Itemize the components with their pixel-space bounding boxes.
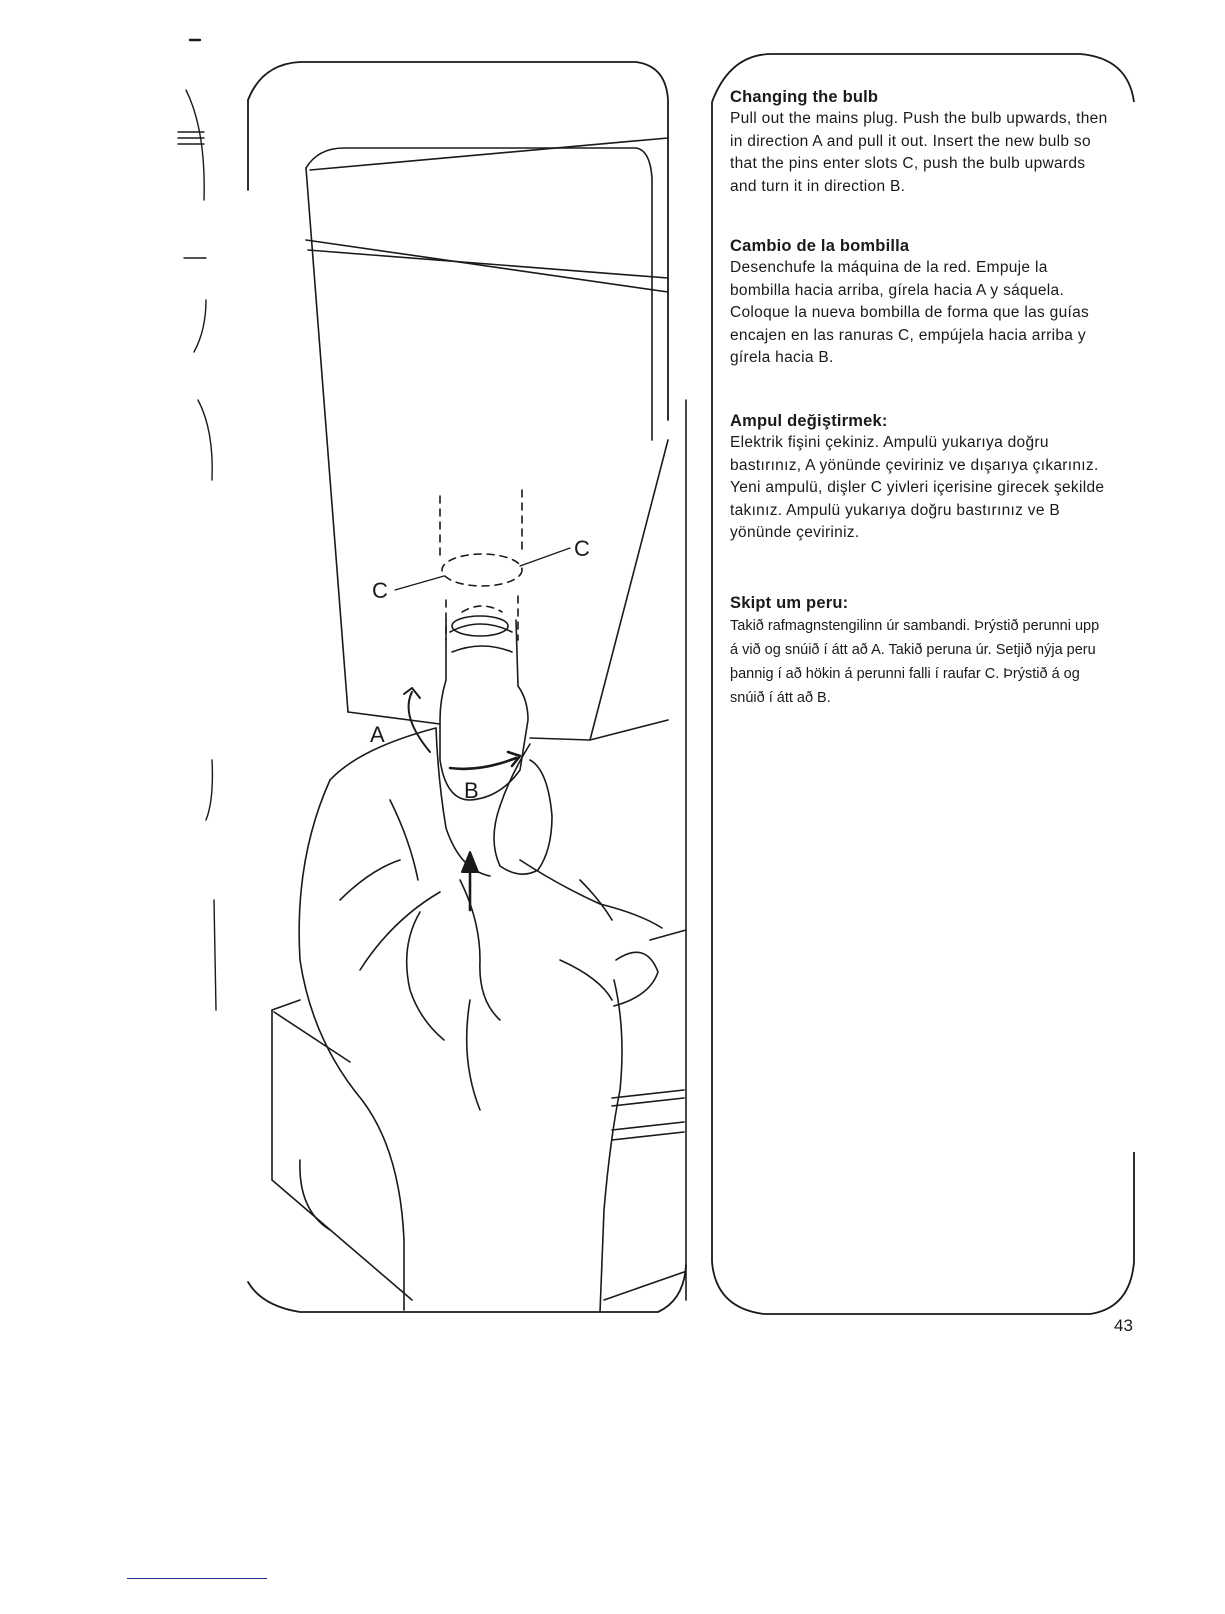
- section-title: Changing the bulb: [730, 88, 879, 106]
- illustration-frame: [248, 62, 686, 1312]
- leader-lines: [395, 548, 570, 590]
- hand: [299, 728, 662, 1312]
- section-spanish: [730, 235, 1110, 370]
- machine-head: [306, 138, 668, 740]
- section-title: Skipt um peru:: [730, 594, 849, 612]
- page-number: 43: [1114, 1316, 1133, 1335]
- section-turkish: [730, 410, 1110, 545]
- bottom-rule: [127, 1578, 267, 1579]
- section-icelandic: [730, 592, 1110, 710]
- section-body: Desenchufe la máquina de la red. Empuje la bombilla hacia arriba, gírela hacia A y sáquela. Coloque la nueva bombilla de forma que las guías encajen en las ranuras C, empújela hacia arriba y gírela hacia B.: [730, 259, 1090, 366]
- binding-marks: [178, 40, 216, 1010]
- section-title: Cambio de la bombilla: [730, 237, 910, 255]
- label-c-left: C: [372, 578, 388, 603]
- section-body: Takið rafmagnstengilinn úr sambandi. Þrýstið perunni upp á við og snúið í átt að A. Takið peruna úr. Setjið nýja peru þannig í að hökin á perunni falli í raufar C. Þrýstið á og snúið í átt að B.: [730, 618, 1100, 706]
- label-c-right: C: [574, 536, 590, 561]
- section-english: [730, 86, 1110, 198]
- instructions-panel: [700, 52, 1130, 1614]
- label-a: A: [370, 722, 385, 747]
- label-b: B: [464, 778, 479, 803]
- section-title: Ampul değiştirmek:: [730, 412, 888, 430]
- section-body: Pull out the mains plug. Push the bulb upwards, then in direction A and pull it out. Insert the new bulb so that the pins enter slots C, push the bulb upwards and turn it in direction B.: [730, 110, 1108, 195]
- section-body: Elektrik fişini çekiniz. Ampulü yukarıya doğru bastırınız, A yönünde çeviriniz ve dışarıya çıkarınız. Yeni ampulü, dişler C yivleri içerisine girecek şekilde takınız. Ampulü yukarıya doğru bastırınız ve B yönünde çeviriniz.: [730, 434, 1105, 541]
- socket-guides: [440, 490, 522, 640]
